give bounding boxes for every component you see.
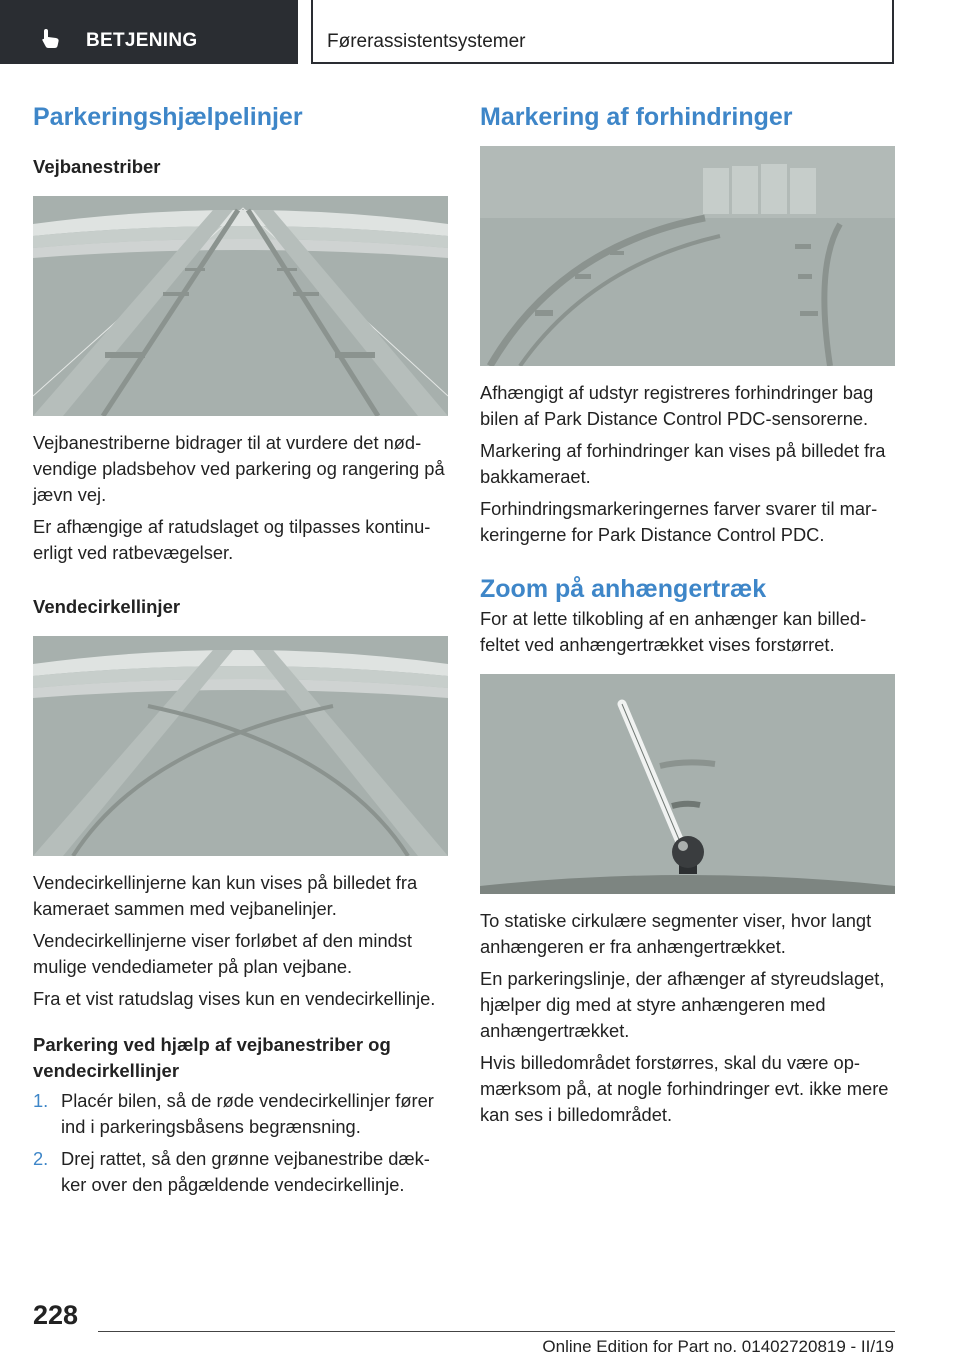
chapter-label: Førerassistentsystemer (327, 31, 526, 52)
step-text: Placér bilen, så de røde vendecirkellinjer fører ind i parkeringsbåsens begrænsning. (61, 1090, 434, 1137)
paragraph: Forhindringsmarkeringernes farver svarer til markeringerne for Park Distance Control PDC. (480, 498, 878, 545)
paragraph: Afhængigt af udstyr registreres forhindringer bag bilen af Park Distance Control PDC-sensorerne. (480, 382, 874, 429)
paragraph: Hvis billedområdet forstørres, skal du være opmærksom på, at nogle forhindringer evt. ikke mere kan ses i billedområdet. (480, 1052, 889, 1125)
list-item (33, 1088, 448, 1140)
paragraph: Vejbanestriberne bidrager til at vurdere det nødvendige pladsbehov ved parkering og rangering på jævn vej. (33, 432, 445, 505)
section-title-tow-hitch-zoom: Zoom på anhængertræk (480, 575, 767, 603)
paragraph: Fra et vist ratudslag vises kun en vendecirkellinje. (33, 988, 436, 1009)
page-number: 228 (33, 1300, 79, 1330)
paragraph: Vendecirkellinjerne kan kun vises på billedet fra kameraet sammen med vejbanelinjer. (33, 872, 418, 919)
footer-edition: Online Edition for Part no. 01402720819 - II/19 (542, 1337, 894, 1356)
paragraph: Er afhængige af ratudslaget og tilpasses kontinuerligt ved ratbevægelser. (33, 516, 431, 563)
subheading-turning-circle-lines: Vendecirkellinjer (33, 596, 181, 617)
right-column (480, 100, 895, 1128)
hand-pointer-icon (40, 27, 62, 49)
step-number: 2. (33, 1148, 49, 1169)
figure-obstacle-marking (480, 146, 895, 366)
section-label: BETJENING (86, 30, 198, 51)
header-chapter-box (311, 0, 894, 64)
paragraph: Vendecirkellinjerne viser forløbet af den mindst mulige vendediameter på plan vejbane. (33, 930, 413, 977)
paragraph: To statiske cirkulære segmenter viser, hvor langt anhængeren er fra anhængertrækket. (480, 910, 872, 957)
figure-lane-lines (33, 196, 448, 416)
paragraph: For at lette tilkobling af en anhænger kan billedfeltet ved anhængertrækket vises forstørret. (480, 608, 867, 655)
step-text: Drej rattet, så den grønne vejbanestribe dækker over den pågældende vendecirkellinje. (61, 1148, 430, 1195)
list-item (33, 1146, 448, 1198)
paragraph: Markering af forhindringer kan vises på billedet fra bakkameraet. (480, 440, 886, 487)
left-column (33, 100, 448, 1198)
section-title-parking-guide-lines: Parkeringshjælpelinjer (33, 103, 303, 131)
header-section-tab (0, 0, 298, 64)
paragraph: En parkeringslinje, der afhænger af styreudslaget, hjælper dig med at styre anhængeren med anhængertrækket. (480, 968, 885, 1041)
figure-tow-hitch-zoom (480, 674, 895, 894)
step-number: 1. (33, 1090, 49, 1111)
subheading-lane-lines: Vejbanestriber (33, 156, 161, 177)
steps-list (33, 1088, 448, 1198)
subheading-parking-procedure: Parkering ved hjælp af vejbanestriber og vendecirkellinjer (33, 1034, 391, 1081)
section-title-obstacle-marking: Markering af forhindringer (480, 103, 793, 131)
figure-turning-circle-lines (33, 636, 448, 856)
footer-divider (98, 1331, 895, 1332)
